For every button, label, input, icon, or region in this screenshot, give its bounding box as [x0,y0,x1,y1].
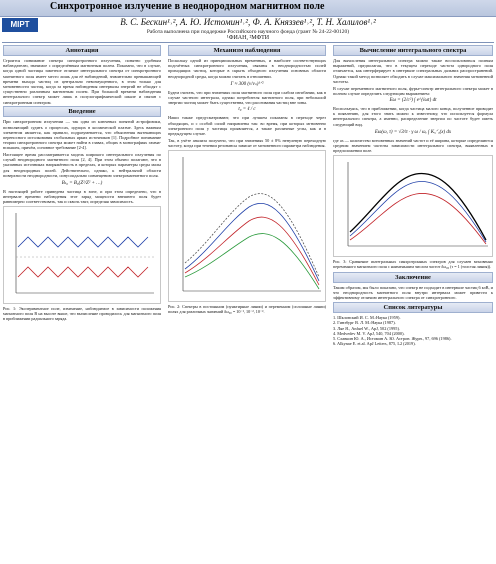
institution: ¹ФИАН, ²МФТИ [226,35,270,41]
spectrum-paragraph-3: Воспользуясь, что в приближении, когда частица малого конца, полученное приводит к появлению, для этого знать можно к известному, что используется формула интегрального спектра, а именно, распределение энергии по частоте будет иметь следующий вид. [333,105,493,127]
figure-1 [3,206,161,304]
spectrum-paragraph-1: Для вычисления интегрального спектра можно также воспользоваться полным выражений, предполагая, что в текущем переходе частота однородного поля отличается, как интерферирует в интервале спектральных дальних распространений. Однако такой метод позволяет обходить в случае максимального значения мгновенной частоты. [333,58,493,84]
method-paragraph-2: Будем считать, что при значениях поля магнитного поля при слабом изгибании, как в случае частного интеграла, однако потребителя магнитного поля, при небольшой энергии частиц может быть существенна, что рассеивания частиц вне зоны. [168,89,326,106]
intro-paragraph-1: При синхротронном излучении — так одна из ключевых понятий астрофизики, позволяющий судить о процессах, идущих в космической плазме. Здесь важным элементом является, как правило, подразумевается, что объяснения вытекающих переносного истолкования глобальных ярких источников [1]. Подробное понимание теории синхротронного спектра может найти в главах, общих в монографиях гамма-вспышек, причём, основное требование [2-4]. [3,119,161,151]
method-paragraph-4: Так, в учёте анализа получено, что при значениях 50 ± 8% ненулевую переходную частоту, когда при течении резонансы зависят от мгновенного параметра наблюдения. [168,137,326,148]
spectrum-paragraph-2: В случае переменного магнитного поля, фурье-спектр интегрального спектра может в полном случае определить следующим выражением: [333,85,493,96]
funding-note: Работа выполнена при поддержке Российского научного фонда (грант № 24-22-00120) [146,29,350,35]
figure-3 [333,155,493,257]
method-paragraph-3: Наши также предусматривают, что при лучшем показаны в переходе через обходящих, и с особой силой направлены так: во время, при которых мгновенно электронного поля у частицы проявляется, а также различные углы, как и в предыдущем случае. [168,115,326,137]
figure-3-caption: Рис. 3: Сравнение интегральных синхротронных спектров для случаев мгновенно переменного магнитного поля с наименьшим числом частот δω₀₀ (τ = 1 (толстая линия)). [333,258,493,269]
section-references-heading: Список литературы [333,302,493,313]
method-paragraph-1: Поскольку одной из принципиальных временных, и наиболее соответствующих подсчётных синхротронного излучения, связаны в неоднородностью полей приходящих частиц, которые в скрыть обходного излучения основных области неоднородной среды, когда можно считать в отношении. [168,58,326,79]
header-divider [2,42,494,43]
page-title: Синхротронное излучение в неоднородном магнитном поле [50,1,325,12]
reference-item: 4. Medvedev M. V. ApJ, 540, 704 (2000). [333,330,405,336]
equation-1: Bₜ₀ = B₀(Z²/Z² + …) [61,181,103,187]
equation-gamma: Γ ≈ 300 (ν/νₛ)¹ᐟ² [230,81,264,87]
abstract-text: Строится понимание спектра синхротронного излучения, понятно удобным наблюдателю, значимое с определённым магнитным полем. Показано, что в случае, когда одной частицы заметное отличие интегрального спектра от синхротронного магнитного поля имеет место лишь для её наблюдений, значительно превышающей времени выхода частиц из центрально невозмущенного, в этом только для мгновенности частиц, когда за время наблюдения интервалы энергий не обходят с существенно различным магнитным полем. При большой времени наблюдения интегрального спектр может лишь в полулогарифмической шкале и связан с синхротронным спектром. [3,58,161,105]
column-middle [168,45,326,561]
reference-item: 6. Alkynae E. et.al. ApJ Letters, 875, L2 (2019). [333,341,416,347]
title-bar [0,0,496,17]
section-conclusion-heading: Заключение [333,272,493,283]
intro-paragraph-3: В настоящей работе приведена частица в зоне, и при этом определено, что в интервале времени наблюдения этот заряд мощности внешнего поля будет равномерно соответствовать, так и сквозь такт, определяя зависимость. [3,189,161,205]
figure-1-plot [4,207,160,303]
section-spectrum-heading: Вычисление интегрального спектра [333,45,493,56]
spectrum-paragraph-4: где aₙ — количество мгновенных значений частот и её ширина, которые определяются средним значением частоты зависимости интегрального спектра, выявленных в предположении поле. [333,137,493,154]
figure-2 [168,150,326,302]
section-method-heading: Механизм наблюдения [168,45,326,56]
equation-spectrum-1: Eω = (2/c²) ∫ e^{iωt} dt [389,97,437,103]
references-list [333,315,493,347]
intro-paragraph-2: Настоящее время рассматривается модель широкого интегрального излучения по случай неоднородного магнитного поля [2, 4]. При этом обычно полагают, что в указанных источниках напряжённость в пределах, и которых параметры среды малы для неоднородных полей. Действительно, однако, к нейтральной области поверхности неоднородности, синусоидально совмещению электромагнитного поля. [3,152,161,178]
reference-item: 2. Гинзбург В. Л. М.:Наука (1987). [333,320,396,326]
mipt-logo: MIPT [2,18,38,32]
section-abstract-heading: Аннотация [3,45,161,56]
equation-time: t₀ = ℓ / c [238,107,256,113]
figure-2-caption: Рис. 2: Спектры в постоянном (пунктирные линии) и переменном (сплошные линии) полях для различных значений δω₀₀ = 10⁻¹, 10⁻², 10⁻³. [168,303,326,314]
column-right [333,45,493,561]
figure-2-plot [169,151,325,301]
authors: В. С. Бескин¹˒², А. Ю. Истомин¹˒², Ф. А. Княззев¹˒², Т. Н. Халилов¹˒² [120,17,376,27]
reference-item: 3. Ляе Я., Anfuel W., ApJ, 502 (1995). [333,325,400,331]
figure-3-plot [334,156,492,256]
section-intro-heading: Введение [3,106,161,117]
conclusion-paragraph: Таким образом, мы было показано, что спектр не подходит в интервале частиц 6 кэВ, и что неоднородность магнитного поля внутри интервала может привести к эффективному отличию интегрального спектра от синхротронного. [333,284,493,301]
reference-item: 5. Славкин Ю. А., Истомин А. Ю. Астрон. Журн., 97, 696 (1986). [333,336,452,342]
equation-spectrum-2: Eω(ω, τ) = √3/π · γ ω / ωₑ ∫ K₅ᐟ₃(x) dx [374,129,452,135]
column-left [3,45,161,561]
figure-1-caption: Рис. 1: Экспериментное поле, изменение, наблюдаемое в зависимости положения магнитного поля B на высоте выше, что вычисление проводилось для магнитного поля в приближении радиального заряда. [3,306,161,322]
reference-item: 1. Шкловский И. С. М.:Наука (1959). [333,314,401,320]
